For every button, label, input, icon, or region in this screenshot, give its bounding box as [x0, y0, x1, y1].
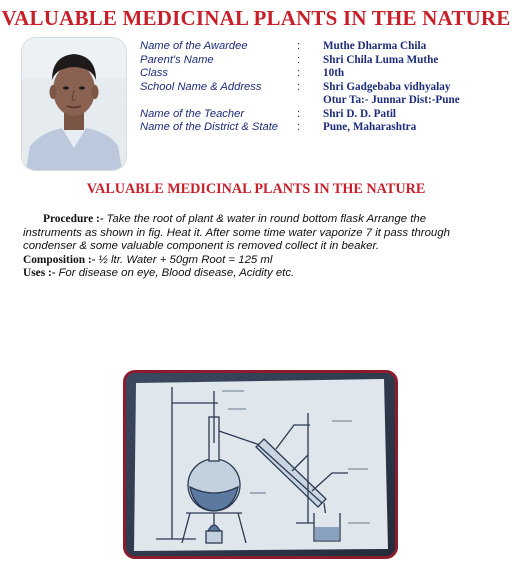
- info-label: Name of the District & State: [140, 121, 279, 133]
- info-value: Muthe Dharma Chila: [323, 40, 427, 52]
- page-title: VALUABLE MEDICINAL PLANTS IN THE NATURE: [1, 6, 511, 30]
- procedure-text: condenser & some valuable component is removed collect it in beaker.: [23, 240, 380, 253]
- info-value: Otur Ta:- Junnar Dist:-Pune: [323, 94, 460, 106]
- info-colon: :: [297, 121, 301, 133]
- procedure-text: Take the root of plant & water in round bottom flask Arrange the: [106, 213, 427, 225]
- apparatus-figure: [123, 370, 398, 559]
- info-colon: :: [297, 53, 301, 66]
- info-value: Shri D. D. Patil: [323, 107, 397, 120]
- info-label: Name of the Awardee: [140, 40, 248, 52]
- procedure-line: [23, 213, 497, 227]
- info-value: Pune, Maharashtra: [323, 121, 417, 133]
- composition-label: Composition :-: [23, 253, 96, 266]
- awardee-photo: [22, 38, 126, 170]
- procedure-line: [23, 227, 497, 241]
- info-colon: :: [297, 107, 301, 120]
- info-value: Shri Chila Luma Muthe: [323, 53, 439, 66]
- composition-line: [23, 254, 497, 268]
- procedure-label: Procedure :-: [43, 213, 104, 225]
- composition-text: ½ ltr. Water + 50gm Root = 125 ml: [98, 253, 273, 266]
- uses-line: [23, 267, 497, 281]
- info-label: Class: [140, 67, 168, 79]
- info-value: 10th: [323, 67, 345, 79]
- info-label: Name of the Teacher: [140, 107, 245, 120]
- portrait-image: [22, 38, 126, 170]
- info-colon: :: [297, 40, 301, 52]
- info-colon: :: [297, 80, 301, 93]
- info-label: Parent's Name: [140, 53, 214, 66]
- procedure-block: [23, 213, 497, 281]
- section-title: VALUABLE MEDICINAL PLANTS IN THE NATURE: [86, 181, 426, 197]
- info-label: School Name & Address: [140, 80, 262, 93]
- uses-label: Uses :-: [23, 267, 56, 280]
- uses-text: For disease on eye, Blood disease, Acidity etc.: [58, 267, 295, 280]
- info-colon: :: [297, 67, 301, 79]
- distillation-apparatus-image: [126, 373, 395, 556]
- procedure-text: instruments as shown in fig. Heat it. After some time water vaporize 7 it pass through: [23, 226, 450, 239]
- info-value: Shri Gadgebaba vidhyalay: [323, 80, 451, 93]
- procedure-line: [23, 240, 497, 254]
